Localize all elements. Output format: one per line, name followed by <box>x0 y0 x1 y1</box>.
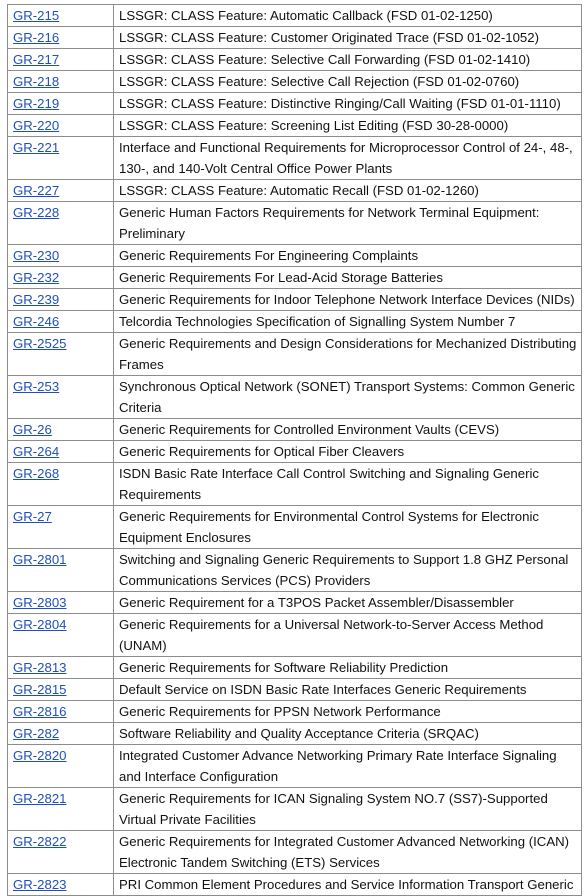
document-code-link[interactable]: GR-268 <box>13 466 60 481</box>
document-code-link[interactable]: GR-2822 <box>13 834 67 849</box>
code-cell <box>8 333 114 376</box>
document-title: ISDN Basic Rate Interface Call Control Switching and Signaling Generic Requirements <box>114 463 582 506</box>
table-row <box>8 5 582 27</box>
table-row <box>8 463 582 506</box>
document-title: LSSGR: CLASS Feature: Distinctive Ringing/Call Waiting (FSD 01-01-1110) <box>114 93 582 115</box>
table-row <box>8 874 582 896</box>
code-cell <box>8 549 114 592</box>
code-cell <box>8 71 114 93</box>
document-code-link[interactable]: GR-216 <box>13 30 60 45</box>
document-code-link[interactable]: GR-2525 <box>13 336 67 351</box>
document-code-link[interactable]: GR-2804 <box>13 617 67 632</box>
table-row <box>8 549 582 592</box>
document-title: Switching and Signaling Generic Requirements to Support 1.8 GHZ Personal Communications Services (PCS) Providers <box>114 549 582 592</box>
document-title: Generic Requirements for Indoor Telephone Network Interface Devices (NIDs) <box>114 289 582 311</box>
code-cell <box>8 419 114 441</box>
code-cell <box>8 788 114 831</box>
code-cell <box>8 267 114 289</box>
document-code-link[interactable]: GR-220 <box>13 118 60 133</box>
code-cell <box>8 311 114 333</box>
table-row <box>8 831 582 874</box>
requirements-table <box>7 4 582 896</box>
table-row <box>8 180 582 202</box>
document-code-link[interactable]: GR-230 <box>13 248 60 263</box>
document-code-link[interactable]: GR-264 <box>13 444 60 459</box>
code-cell <box>8 289 114 311</box>
table-row <box>8 419 582 441</box>
document-title: Generic Requirements and Design Considerations for Mechanized Distributing Frames <box>114 333 582 376</box>
document-title: Generic Requirements For Lead-Acid Storage Batteries <box>114 267 582 289</box>
document-code-link[interactable]: GR-2820 <box>13 748 67 763</box>
code-cell <box>8 5 114 27</box>
document-title: Generic Requirements for Controlled Environment Vaults (CEVS) <box>114 419 582 441</box>
table-row <box>8 93 582 115</box>
code-cell <box>8 137 114 180</box>
code-cell <box>8 245 114 267</box>
document-title: Telcordia Technologies Specification of Signalling System Number 7 <box>114 311 582 333</box>
document-title: Generic Requirements for Software Reliability Prediction <box>114 657 582 679</box>
table-row <box>8 71 582 93</box>
code-cell <box>8 723 114 745</box>
table-row <box>8 679 582 701</box>
document-code-link[interactable]: GR-228 <box>13 205 60 220</box>
code-cell <box>8 614 114 657</box>
document-code-link[interactable]: GR-2813 <box>13 660 67 675</box>
document-title: Generic Human Factors Requirements for Network Terminal Equipment: Preliminary <box>114 202 582 245</box>
document-code-link[interactable]: GR-253 <box>13 379 60 394</box>
document-title: Generic Requirements For Engineering Complaints <box>114 245 582 267</box>
code-cell <box>8 93 114 115</box>
table-row <box>8 788 582 831</box>
document-code-link[interactable]: GR-2821 <box>13 791 67 806</box>
document-title: Integrated Customer Advance Networking Primary Rate Interface Signaling and Interface Configuration <box>114 745 582 788</box>
code-cell <box>8 657 114 679</box>
document-title: Interface and Functional Requirements for Microprocessor Control of 24-, 48-, 130-, and 140-Volt Central Office Power Plants <box>114 137 582 180</box>
document-code-link[interactable]: GR-217 <box>13 52 60 67</box>
document-code-link[interactable]: GR-2823 <box>13 877 67 892</box>
document-title: Generic Requirements for a Universal Network-to-Server Access Method (UNAM) <box>114 614 582 657</box>
document-title: LSSGR: CLASS Feature: Customer Originated Trace (FSD 01-02-1052) <box>114 27 582 49</box>
document-code-link[interactable]: GR-2816 <box>13 704 67 719</box>
document-title: LSSGR: CLASS Feature: Selective Call Forwarding (FSD 01-02-1410) <box>114 49 582 71</box>
table-row <box>8 202 582 245</box>
code-cell <box>8 679 114 701</box>
document-code-link[interactable]: GR-246 <box>13 314 60 329</box>
document-title: LSSGR: CLASS Feature: Automatic Callback (FSD 01-02-1250) <box>114 5 582 27</box>
document-title: Software Reliability and Quality Acceptance Criteria (SRQAC) <box>114 723 582 745</box>
table-row <box>8 376 582 419</box>
code-cell <box>8 376 114 419</box>
code-cell <box>8 701 114 723</box>
table-row <box>8 137 582 180</box>
document-code-link[interactable]: GR-26 <box>13 422 52 437</box>
code-cell <box>8 115 114 137</box>
table-row <box>8 115 582 137</box>
table-row <box>8 614 582 657</box>
document-code-link[interactable]: GR-2815 <box>13 682 67 697</box>
document-code-link[interactable]: GR-27 <box>13 509 52 524</box>
document-code-link[interactable]: GR-221 <box>13 140 60 155</box>
document-code-link[interactable]: GR-2803 <box>13 595 67 610</box>
document-title: Generic Requirements for Environmental Control Systems for Electronic Equipment Enclosures <box>114 506 582 549</box>
code-cell <box>8 441 114 463</box>
code-cell <box>8 463 114 506</box>
document-code-link[interactable]: GR-232 <box>13 270 60 285</box>
table-row <box>8 27 582 49</box>
document-title: Default Service on ISDN Basic Rate Interfaces Generic Requirements <box>114 679 582 701</box>
code-cell <box>8 745 114 788</box>
code-cell <box>8 202 114 245</box>
table-row <box>8 745 582 788</box>
table-row <box>8 245 582 267</box>
code-cell <box>8 506 114 549</box>
table-row <box>8 657 582 679</box>
document-code-link[interactable]: GR-215 <box>13 8 60 23</box>
table-row <box>8 289 582 311</box>
document-title: LSSGR: CLASS Feature: Screening List Editing (FSD 30-28-0000) <box>114 115 582 137</box>
document-code-link[interactable]: GR-2801 <box>13 552 67 567</box>
table-row <box>8 441 582 463</box>
document-code-link[interactable]: GR-239 <box>13 292 60 307</box>
table-row <box>8 592 582 614</box>
table-row <box>8 267 582 289</box>
document-code-link[interactable]: GR-219 <box>13 96 60 111</box>
document-title: LSSGR: CLASS Feature: Automatic Recall (FSD 01-02-1260) <box>114 180 582 202</box>
document-title: Generic Requirements for Optical Fiber Cleavers <box>114 441 582 463</box>
document-code-link[interactable]: GR-282 <box>13 726 60 741</box>
table-row <box>8 333 582 376</box>
code-cell <box>8 592 114 614</box>
document-title: PRI Common Element Procedures and Service Information Transport Generic <box>114 874 582 896</box>
document-code-link[interactable]: GR-218 <box>13 74 60 89</box>
document-title: LSSGR: CLASS Feature: Selective Call Rejection (FSD 01-02-0760) <box>114 71 582 93</box>
code-cell <box>8 27 114 49</box>
table-row <box>8 49 582 71</box>
document-title: Generic Requirements for Integrated Customer Advanced Networking (ICAN) Electronic Tandem Switching (ETS) Services <box>114 831 582 874</box>
table-row <box>8 701 582 723</box>
code-cell <box>8 49 114 71</box>
code-cell <box>8 831 114 874</box>
document-title: Synchronous Optical Network (SONET) Transport Systems: Common Generic Criteria <box>114 376 582 419</box>
table-body <box>8 5 582 896</box>
table-row <box>8 723 582 745</box>
document-title: Generic Requirements for ICAN Signaling System NO.7 (SS7)-Supported Virtual Private Facilities <box>114 788 582 831</box>
table-row <box>8 311 582 333</box>
document-code-link[interactable]: GR-227 <box>13 183 60 198</box>
code-cell <box>8 180 114 202</box>
document-title: Generic Requirements for PPSN Network Performance <box>114 701 582 723</box>
code-cell <box>8 874 114 896</box>
table-row <box>8 506 582 549</box>
document-title: Generic Requirement for a T3POS Packet Assembler/Disassembler <box>114 592 582 614</box>
